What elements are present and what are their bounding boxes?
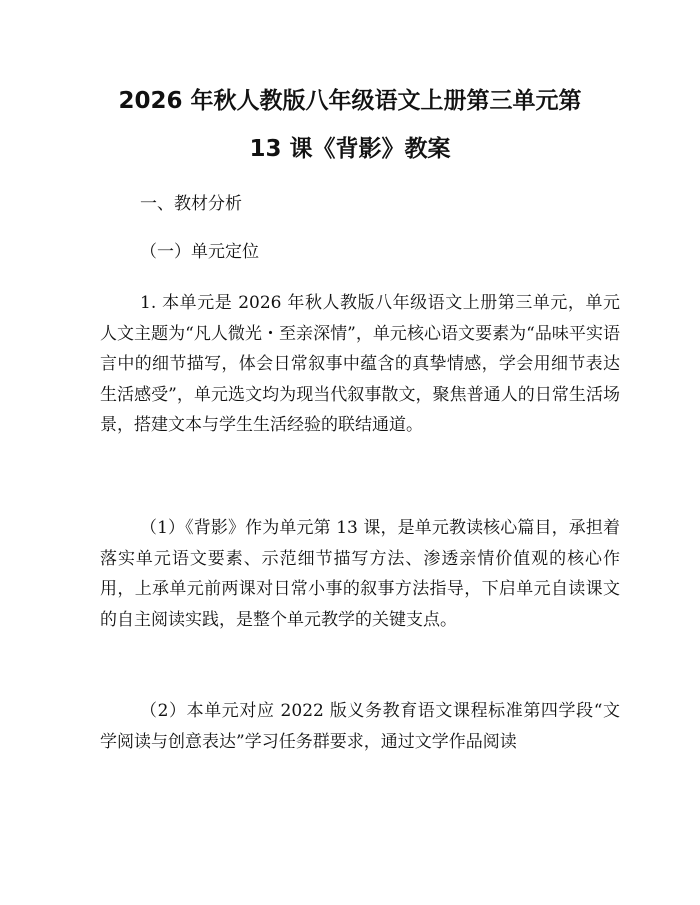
paragraph-1: 1. 本单元是 2026 年秋人教版八年级语文上册第三单元，单元人文主题为“凡人微光・至亲深情”，单元核心语文要素为“品味平实语言中的细节描写，体会日常叙事中蕴含的真挚情感，学会用细节表达生活感受”，单元选文均为现当代叙事散文，聚焦普通人的日常生活场景，搭建文本与学生生活经验的联结通道。 xyxy=(100,293,620,435)
document-title-line-2: 13 课《背影》教案 xyxy=(249,136,451,162)
paragraph-2: （1）《背影》作为单元第 13 课，是单元教读核心篇目，承担着落实单元语文要素、示范细节描写方法、渗透亲情价值观的核心作用，上承单元前两课对日常小事的叙事方法指导，下启单元自读课文的自主阅读实践，是整个单元教学的关键支点。 xyxy=(100,518,620,630)
document-title-line-1: 2026 年秋人教版八年级语文上册第三单元第 xyxy=(118,88,582,114)
paragraph-3: （2）本单元对应 2022 版义务教育语文课程标准第四学段“文学阅读与创意表达”学习任务群要求，通过文学作品阅读 xyxy=(100,701,620,752)
subsection-heading: （一）单元定位 xyxy=(140,242,259,262)
section-heading: 一、教材分析 xyxy=(140,194,242,214)
